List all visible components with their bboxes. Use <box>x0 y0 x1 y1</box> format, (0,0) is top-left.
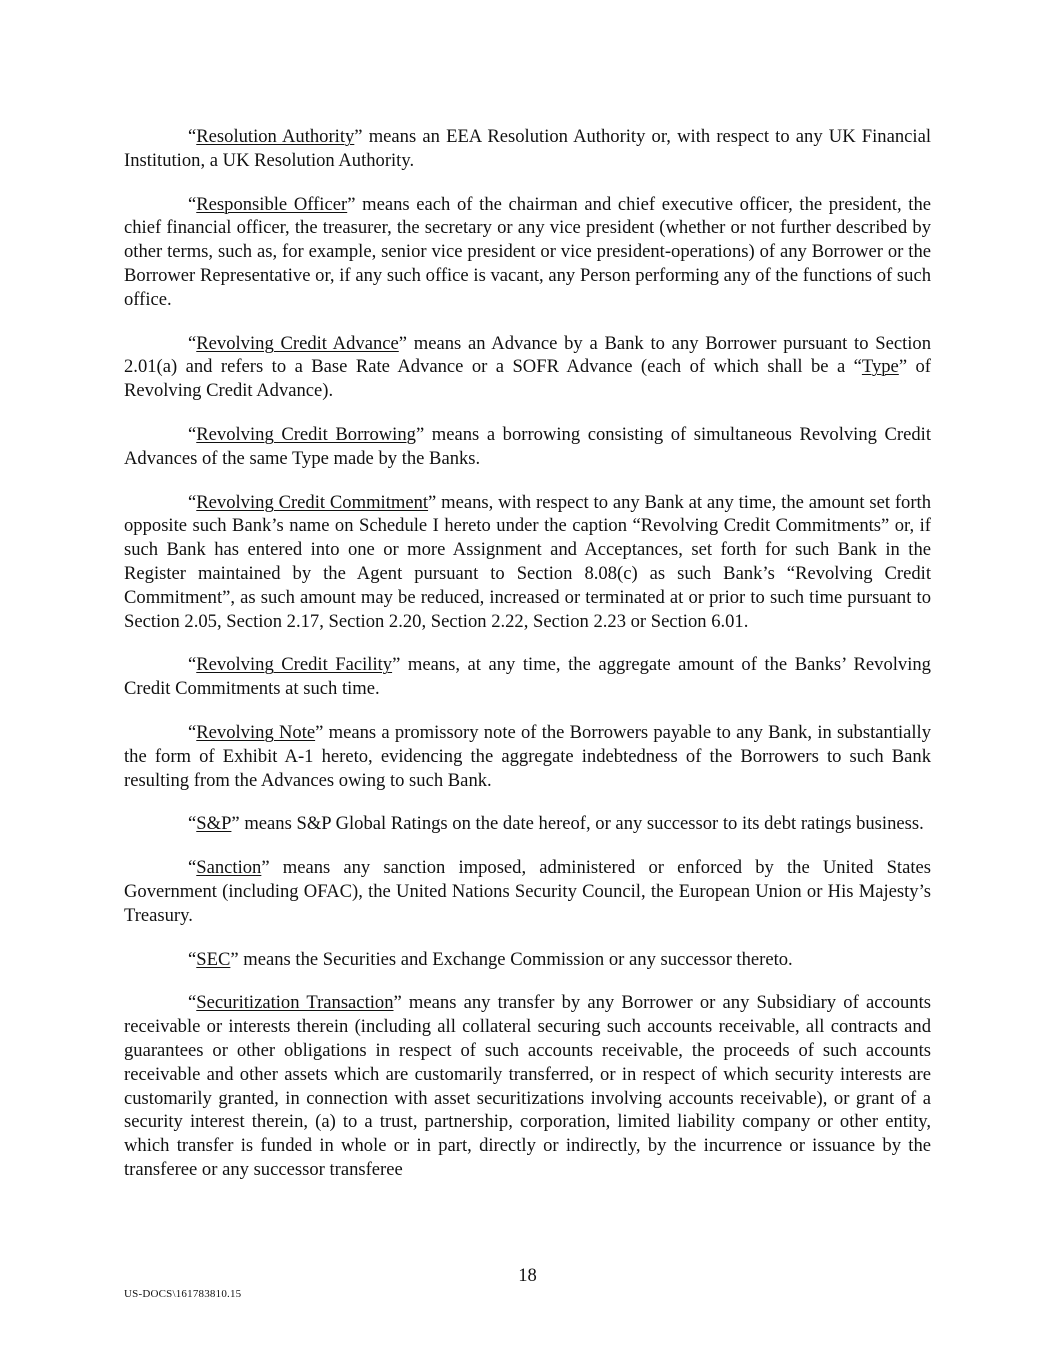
definition-text-continued: ” of Revolving Credit Advance). <box>124 356 931 402</box>
definition-s-and-p <box>124 812 931 836</box>
definition-revolving-credit-borrowing <box>124 423 931 471</box>
defined-term: Revolving Credit Borrowing <box>196 423 416 445</box>
defined-term: Securitization Transaction <box>196 992 394 1014</box>
definition-text: ” means an EEA Resolution Authority or, with respect to any UK Financial Institution, a UK Resolution Authority. <box>124 126 931 171</box>
defined-term: S&P <box>196 813 232 835</box>
defined-term: Resolution Authority <box>196 126 355 147</box>
definition-text: ” means each of the chairman and chief executive officer, the president, the chief financial officer, the treasurer, the secretary or any vice president (whether or not further described by other terms, such as, for example, senior vice president or vice president-operations) of any Borrower or the Borrower Representative or, if any such office is vacant, any Person performing any of the functions of such office. <box>124 193 932 310</box>
definition-text: ” means a borrowing consisting of simultaneous Revolving Credit Advances of the same Type made by the Banks. <box>124 423 931 469</box>
open-quote: “ <box>188 193 197 215</box>
open-quote: “ <box>188 654 197 676</box>
defined-term: Sanction <box>196 857 262 879</box>
defined-term: Responsible Officer <box>196 193 348 215</box>
open-quote: “ <box>188 721 197 743</box>
defined-term: Revolving Note <box>196 721 316 743</box>
definition-sec <box>124 948 931 972</box>
document-id: US-DOCS\161783810.15 <box>124 1288 242 1300</box>
defined-term: Revolving Credit Commitment <box>196 491 429 513</box>
page-number: 18 <box>518 1265 537 1286</box>
definition-revolving-credit-facility <box>124 653 931 701</box>
defined-term: SEC <box>196 948 231 970</box>
definition-securitization-transaction <box>124 991 931 1181</box>
document-page <box>124 125 931 1202</box>
definition-responsible-officer <box>124 193 931 312</box>
definition-text: ” means a promissory note of the Borrowers payable to any Bank, in substantially the form of Exhibit A-1 hereto, evidencing the aggregate indebtedness of the Borrowers to such Bank resulting from the Advances owing to such Bank. <box>124 721 932 791</box>
open-quote: “ <box>188 857 197 879</box>
definition-text: ” means the Securities and Exchange Commission or any successor thereto. <box>230 948 793 970</box>
defined-term-secondary: Type <box>861 356 899 378</box>
definition-text: ” means, with respect to any Bank at any time, the amount set forth opposite such Bank’s name on Schedule I hereto under the caption “Revolving Credit Commitments” or, if such Bank has entered into one or more Assignment and Acceptances, set forth for such Bank in the Register maintained by the Agent pursuant to Section 8.08(c) as such Bank’s “Revolving Credit Commitment”, as such amount may be reduced, increased or terminated at or prior to such time pursuant to Section 2.05, Section 2.17, Section 2.20, Section 2.22, Section 2.23 or Section 6.01. <box>124 491 931 632</box>
definition-revolving-credit-commitment <box>124 491 931 634</box>
definition-revolving-credit-advance <box>124 332 931 403</box>
definition-text: ” means any transfer by any Borrower or any Subsidiary of accounts receivable or interests therein (including all collateral securing such accounts receivable, all contracts and guarantees or other obligations in respect of such accounts receivable, the proceeds of such accounts receivable and other assets which are customarily transferred, or in respect of which security interests are customarily granted, in connection with asset securitizations involving accounts receivable), or grant of a security interest therein, (a) to a trust, partnership, corporation, limited liability company or other entity, which transfer is funded in whole or in part, directly or indirectly, by the incurrence or issuance by the transferee or any successor transferee <box>124 992 931 1180</box>
defined-term: Revolving Credit Facility <box>196 654 393 676</box>
open-quote: “ <box>188 126 197 147</box>
definition-resolution-authority <box>124 125 931 173</box>
definition-text: ” means an Advance by a Bank to any Borrower pursuant to Section 2.01(a) and refers to a Base Rate Advance or a SOFR Advance (each of which shall be a “ <box>124 332 932 378</box>
definition-text: ” means any sanction imposed, administered or enforced by the United States Government (including OFAC), the United Nations Security Council, the European Union or His Majesty’s Treasury. <box>124 857 931 926</box>
definition-text: ” means, at any time, the aggregate amount of the Banks’ Revolving Credit Commitments at such time. <box>124 654 931 700</box>
definition-sanction <box>124 856 931 927</box>
definition-revolving-note <box>124 721 931 792</box>
definition-text: ” means S&P Global Ratings on the date hereof, or any successor to its debt ratings business. <box>231 813 924 835</box>
open-quote: “ <box>188 948 197 970</box>
open-quote: “ <box>188 332 197 354</box>
defined-term: Revolving Credit Advance <box>196 332 399 354</box>
open-quote: “ <box>188 992 197 1014</box>
open-quote: “ <box>188 491 197 513</box>
open-quote: “ <box>188 423 197 445</box>
open-quote: “ <box>188 813 197 835</box>
